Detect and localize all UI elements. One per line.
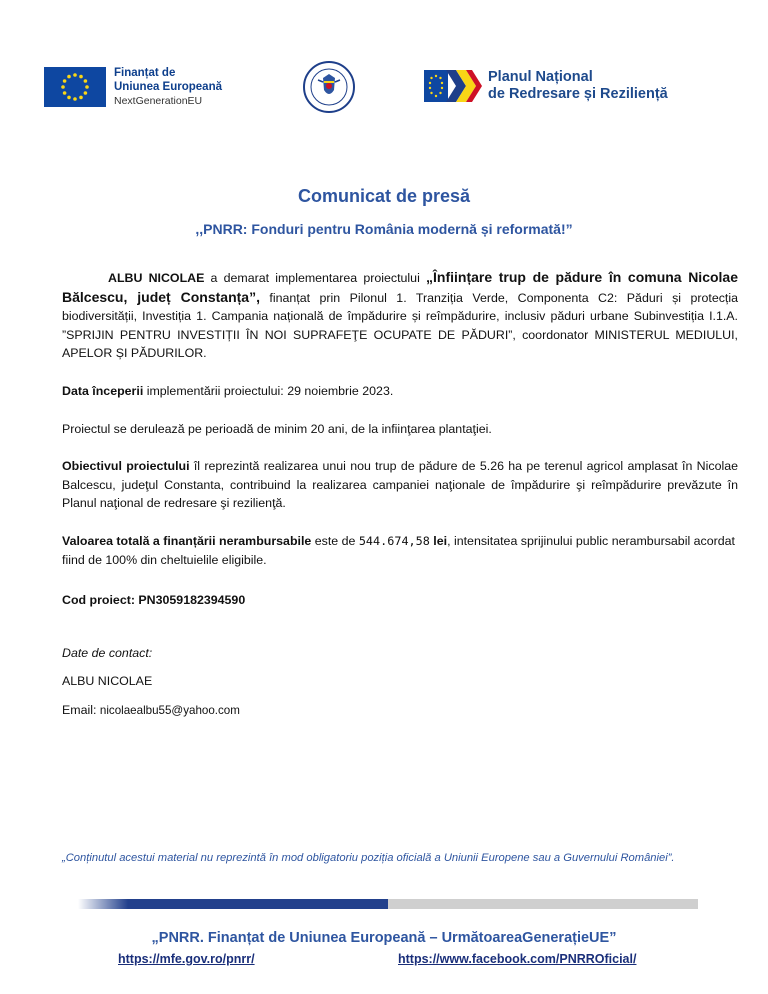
value-text-1: este de [311,533,359,548]
objective-paragraph [62,457,738,513]
intro-text-1: a demarat implementarea proiectului [204,271,427,285]
project-code-label: Cod proiect: [62,593,139,608]
value-amount: 544.674,58 [358,533,430,548]
value-text-2: , intensitatea sprijinului public nerambursabil acordat fiind de 100% din cheltuielile eligibile. [62,533,735,567]
eu-logo-line3: NextGenerationEU [114,95,203,107]
press-release-body [62,268,738,721]
value-label: Valoarea totală a finanțării nerambursabile [62,533,312,548]
eu-flag-icon [44,67,106,107]
footer-title: „PNRR. Finanțat de Uniunea Europeană – UrmătoareaGenerațieUE” [151,930,617,946]
romanian-government-seal-icon [302,60,356,114]
beneficiary-name: ALBU NICOLAE [108,271,205,285]
objective-text: îl reprezintă realizarea unui nou trup de pădure de 5.26 ha pe terenul agricol amplasat în Nicolae Balcescu, judeţul Constanta, contribuind la realizarea campaniei naţionale de împădurire şi reîmpădurire prevăzute în Planul naţional de redresare şi rezilienţă. [62,459,738,511]
pnrr-logo [424,68,668,104]
value-paragraph [62,532,738,569]
objective-label: Obiectivul proiectului [62,459,190,474]
page-subtitle: ,,PNRR: Fonduri pentru România modernă și reformată!” [195,221,573,237]
start-date-paragraph [62,382,738,401]
contact-email-line [62,701,738,721]
pnrr-logo-line2: de Redresare și Reziliență [488,86,668,102]
value-currency: lei [429,533,448,548]
project-name: „Înființare trup de pădure în comuna Nicolae Bălcescu, județ Constanța”, [62,269,738,305]
pnrr-flag-icon [424,68,482,104]
start-date-label: Data începerii [62,383,144,398]
eu-logo-line1: Finanțat de [114,67,176,79]
page-title: Comunicat de presă [297,186,471,206]
intro-paragraph [62,268,738,363]
pnrr-logo-line1: Planul Național [488,69,593,85]
contact-email-label: Email: [62,702,100,717]
eu-logo-line2: Uniunea Europeană [114,81,222,93]
facebook-pnrr-link[interactable]: https://www.facebook.com/PNRROficial/ [398,952,637,966]
mfe-pnrr-link[interactable]: https://mfe.gov.ro/pnrr/ [118,952,255,966]
start-date-text: implementării proiectului: 29 noiembrie 2023. [143,383,394,398]
project-code-value: PN3059182394590 [138,593,246,608]
intro-text-2: finanțat prin Pilonul 1. Tranziția Verde, Componenta C2: Păduri și protecția biodiversității, Investiția 1. Campania națională de împădurire și reîmpădurire, inclusiv păduri urbane Subinvestiția I.1.A. ”SPRIJIN PENTRU INVESTIȚII ÎN NOI SUPRAFEŢE OCUPATE DE PĂDURI”, coordonator MINISTERUL MEDIULUI, APELOR ȘI PĂDURILOR. [62,290,739,361]
contact-label: Date de contact: [62,645,153,660]
eu-disclaimer: „Conținutul acestui material nu reprezintă în mod obligatoriu poziția oficială a Uniunii Europene sau a Guvernului României”. [62,852,675,864]
duration-paragraph: Proiectul se derulează pe perioadă de minim 20 ani, de la infiinţarea plantaţiei. [62,421,492,436]
contact-email[interactable]: nicolaealbu55@yahoo.com [99,703,240,717]
eu-funding-logo [44,66,222,108]
footer-divider-bar [78,899,698,909]
contact-name: ALBU NICOLAE [62,674,153,689]
project-code-paragraph [62,591,738,610]
